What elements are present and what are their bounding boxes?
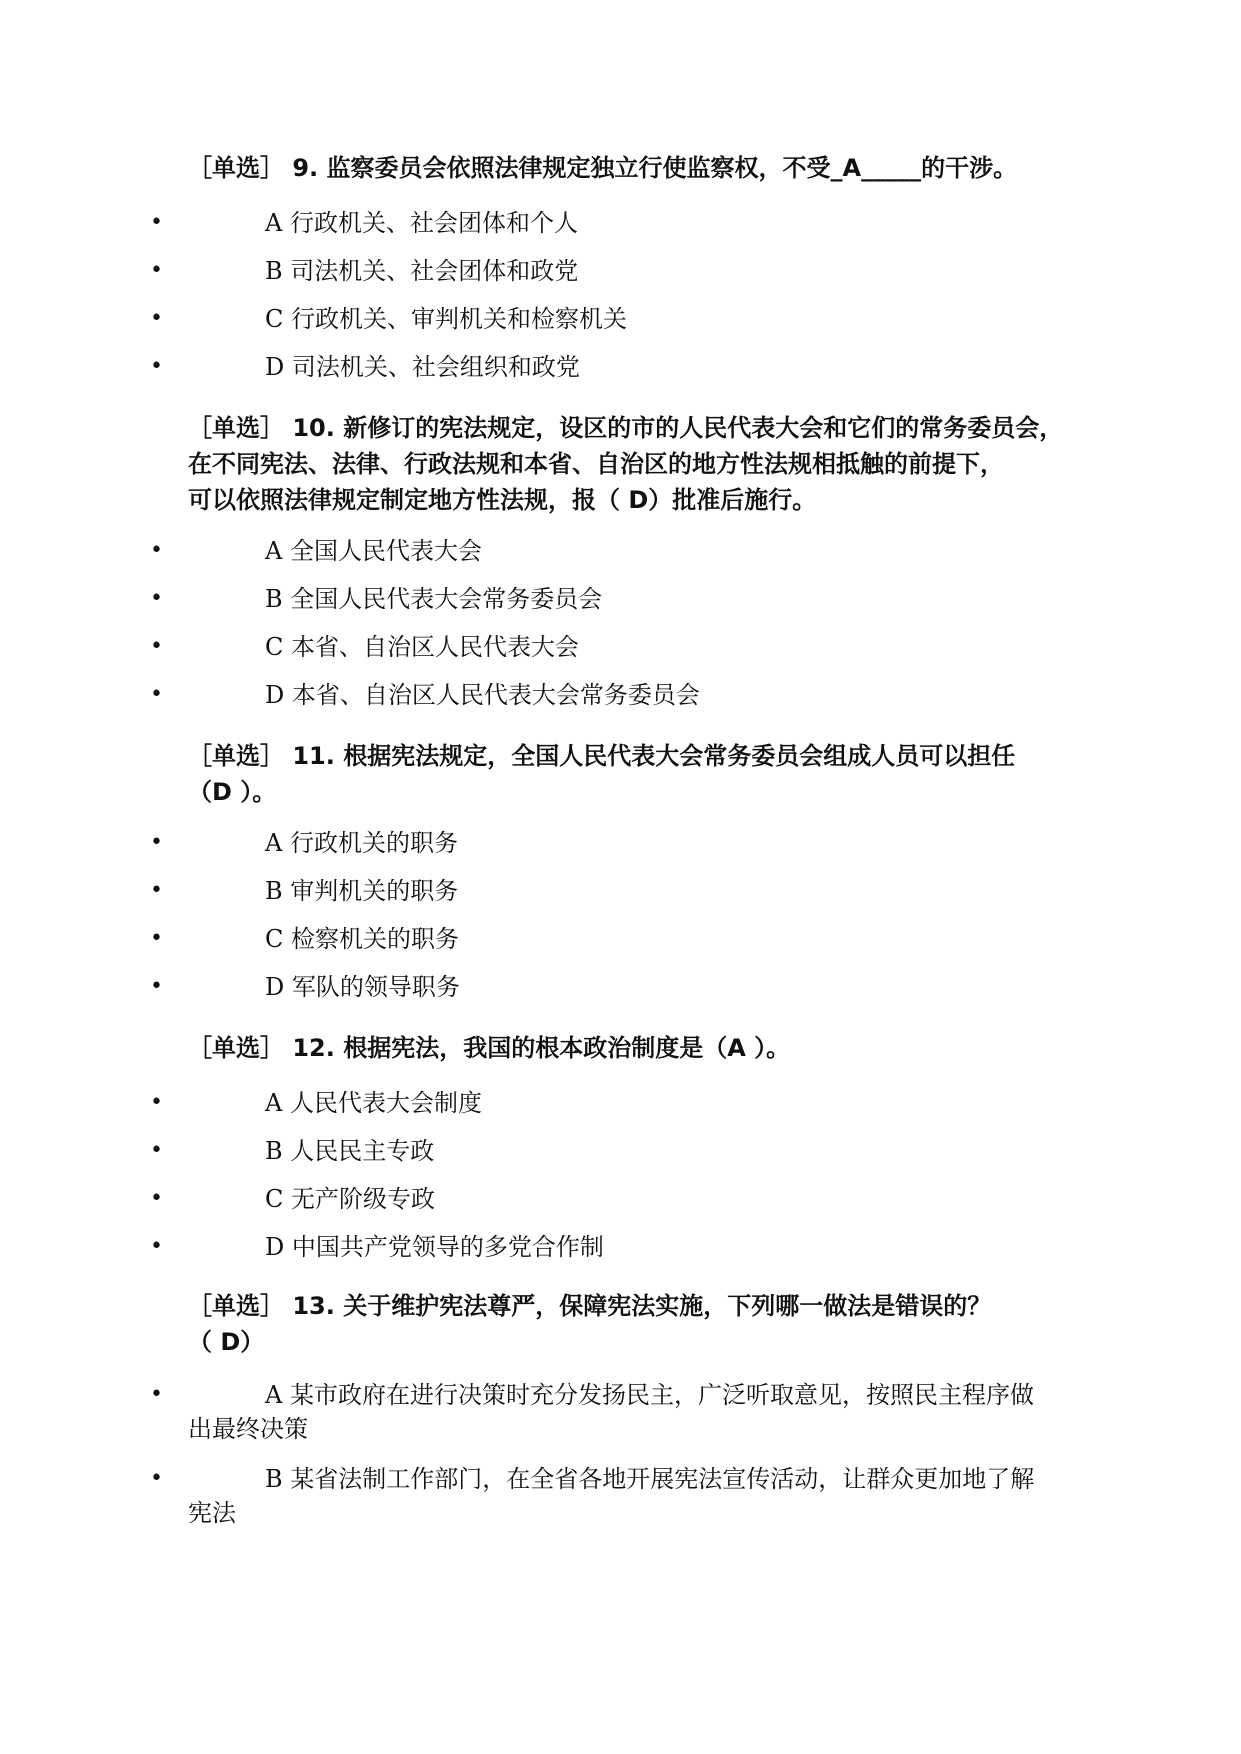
bullet: • (150, 1186, 163, 1211)
option-10-a: • A 全国人民代表大会 (150, 534, 1080, 568)
option-11-c: • C 检察机关的职务 (150, 922, 1080, 956)
option-12-c: • C 无产阶级专政 (150, 1182, 1080, 1216)
option-9-c: • C 行政机关、审判机关和检察机关 (150, 302, 1080, 336)
bullet: • (150, 258, 163, 283)
question-13: ［单选］ 13. 关于维护宪法尊严，保障宪法实施，下列哪一做法是错误的？ （ D） (188, 1292, 992, 1356)
bullet: • (150, 586, 163, 611)
bullet: • (150, 1090, 163, 1115)
bullet: • (150, 926, 163, 951)
bullet: • (150, 306, 163, 331)
bullet: • (150, 830, 163, 855)
bullet: • (150, 354, 163, 379)
bullet: • (150, 682, 163, 707)
option-9-a: • A 行政机关、社会团体和个人 (150, 206, 1080, 240)
bullet: • (150, 1138, 163, 1163)
bullet: • (150, 878, 163, 903)
bullet: • (150, 974, 163, 999)
question-11: ［单选］ 11. 根据宪法规定，全国人民代表大会常务委员会组成人员可以担任 （D ）。 (188, 742, 1016, 806)
option-9-d: • D 司法机关、社会组织和政党 (150, 350, 1080, 384)
question-12: ［单选］ 12. 根据宪法，我国的根本政治制度是（A ）。 (188, 1034, 791, 1062)
bullet: • (150, 210, 163, 235)
bullet: • (150, 538, 163, 563)
question-9 (188, 150, 1088, 186)
option-11-d: • D 军队的领导职务 (150, 970, 1080, 1004)
bullet: • (150, 1466, 163, 1491)
option-13-a: • A 某市政府在进行决策时充分发扬民主，广泛听取意见，按照民主程序做 出最终决策 (150, 1378, 1080, 1446)
option-11-b: • B 审判机关的职务 (150, 874, 1080, 908)
question-10: ［单选］ 10. 新修订的宪法规定，设区的市的人民代表大会和它们的常务委员会， 在不同宪法、法律、行政法规和本省、自治区的地方性法规相抵触的前提下， 可以依照法律规定制定地方性法规，报（ D）批准后施行。 (188, 414, 1064, 514)
bullet: • (150, 1234, 163, 1259)
option-11-a: • A 行政机关的职务 (150, 826, 1080, 860)
option-9-b: • B 司法机关、社会团体和政党 (150, 254, 1080, 288)
option-12-b: • B 人民民主专政 (150, 1134, 1080, 1168)
option-13-b: • B 某省法制工作部门，在全省各地开展宪法宣传活动，让群众更加地了解 宪法 (150, 1462, 1080, 1530)
bullet: • (150, 634, 163, 659)
question-9-line-1: ［单选］ 9. 监察委员会依照法律规定独立行使监察权，不受_A_____的干涉。 (188, 154, 1018, 182)
option-10-b: • B 全国人民代表大会常务委员会 (150, 582, 1080, 616)
option-12-a: • A 人民代表大会制度 (150, 1086, 1080, 1120)
option-10-c: • C 本省、自治区人民代表大会 (150, 630, 1080, 664)
option-10-d: • D 本省、自治区人民代表大会常务委员会 (150, 678, 1080, 712)
bullet: • (150, 1382, 163, 1407)
option-12-d: • D 中国共产党领导的多党合作制 (150, 1230, 1080, 1264)
